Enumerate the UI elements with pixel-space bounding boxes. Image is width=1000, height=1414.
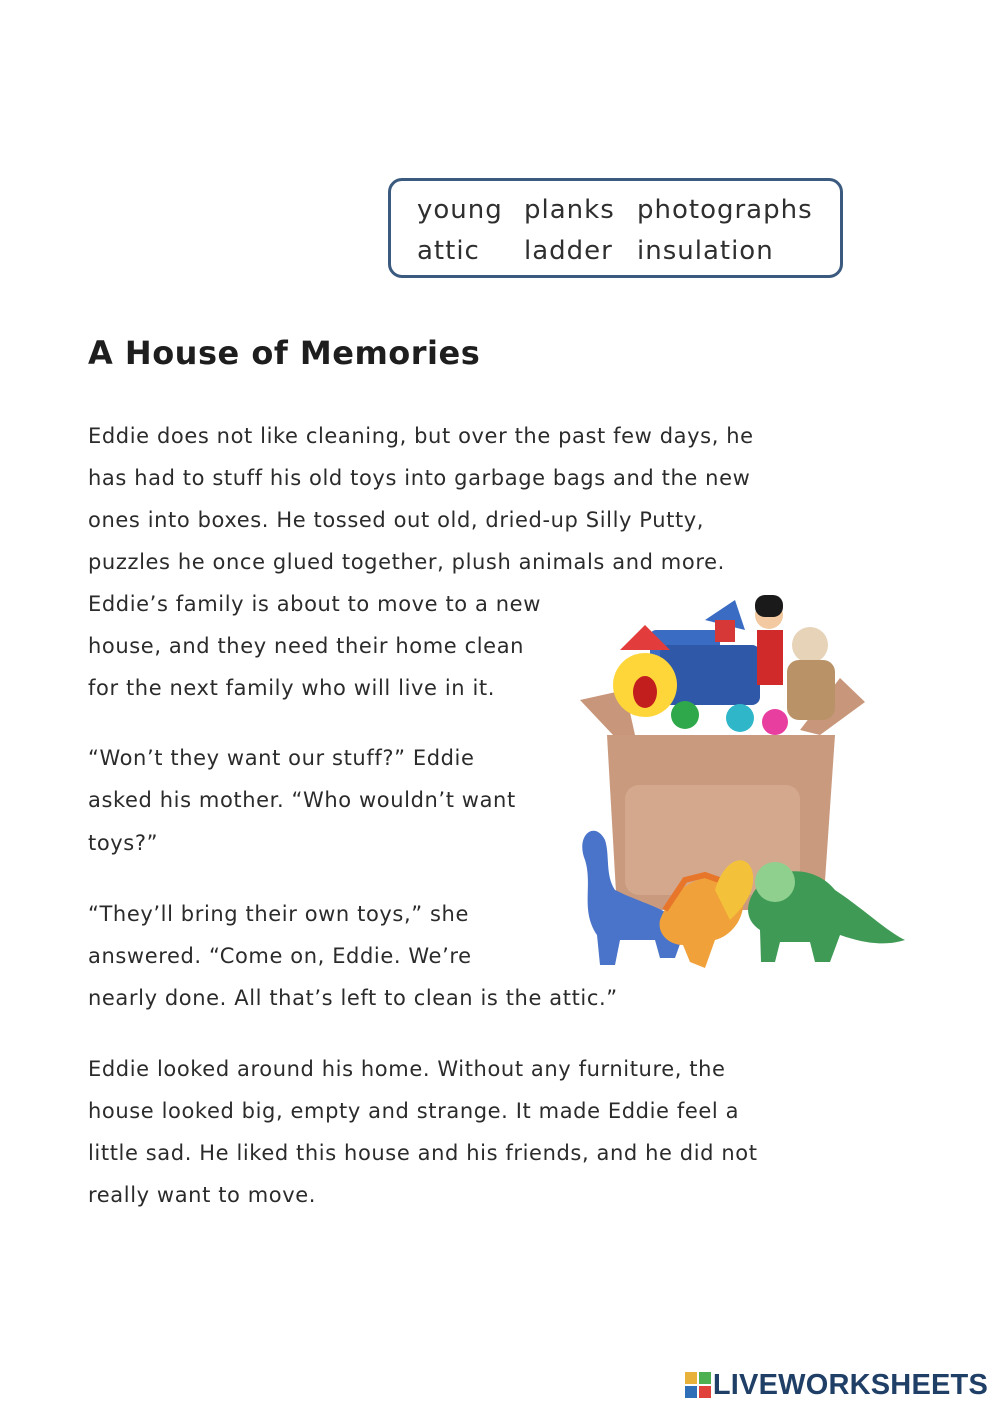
toy-soldier-hat — [755, 595, 783, 617]
text-line: Eddie’s family is about to move to a new — [88, 592, 541, 616]
text-line: Eddie looked around his home. Without any furniture, the — [88, 1057, 726, 1081]
dinosaur-green-frill — [755, 862, 795, 902]
word-bank-word: young — [417, 195, 503, 225]
page-title: A House of Memories — [88, 334, 481, 372]
toy-ball — [762, 709, 788, 735]
word-bank-word: photographs — [637, 195, 813, 225]
text-line: house, and they need their home clean — [88, 634, 525, 658]
text-line: “Won’t they want our stuff?” Eddie — [88, 746, 475, 770]
word-bank-word: planks — [524, 195, 615, 225]
toy-ball — [726, 704, 754, 732]
text-line: nearly done. All that’s left to clean is the attic.” — [88, 986, 618, 1010]
text-line: has had to stuff his old toys into garbage bags and the new — [88, 466, 751, 490]
word-bank-word: attic — [417, 236, 480, 266]
toy-block — [715, 620, 735, 642]
toy-doll-head — [792, 627, 828, 663]
text-line: for the next family who will live in it. — [88, 676, 495, 700]
liveworksheets-logo-icon — [685, 1372, 711, 1398]
toy-soldier-body — [757, 630, 783, 685]
toy-clown-mouth — [633, 676, 657, 708]
text-line: really want to move. — [88, 1183, 317, 1207]
text-line: answered. “Come on, Eddie. We’re — [88, 944, 472, 968]
word-bank-box — [388, 178, 843, 278]
toy-box-illustration — [565, 590, 910, 980]
word-bank-word: ladder — [524, 236, 613, 266]
text-line: Eddie does not like cleaning, but over the past few days, he — [88, 424, 754, 448]
toy-ball — [671, 701, 699, 729]
text-line: house looked big, empty and strange. It made Eddie feel a — [88, 1099, 740, 1123]
brand-logo — [685, 1370, 988, 1400]
text-line: ones into boxes. He tossed out old, dried-up Silly Putty, — [88, 508, 705, 532]
text-line: “They’ll bring their own toys,” she — [88, 902, 469, 926]
text-line: little sad. He liked this house and his friends, and he did not — [88, 1141, 758, 1165]
text-line: toys?” — [88, 831, 159, 855]
text-line: asked his mother. “Who wouldn’t want — [88, 788, 516, 812]
logo-text: LIVEWORKSHEETS — [712, 1368, 988, 1401]
word-bank-word: insulation — [637, 236, 774, 266]
toy-doll-body — [787, 660, 835, 720]
text-line: puzzles he once glued together, plush animals and more. — [88, 550, 725, 574]
